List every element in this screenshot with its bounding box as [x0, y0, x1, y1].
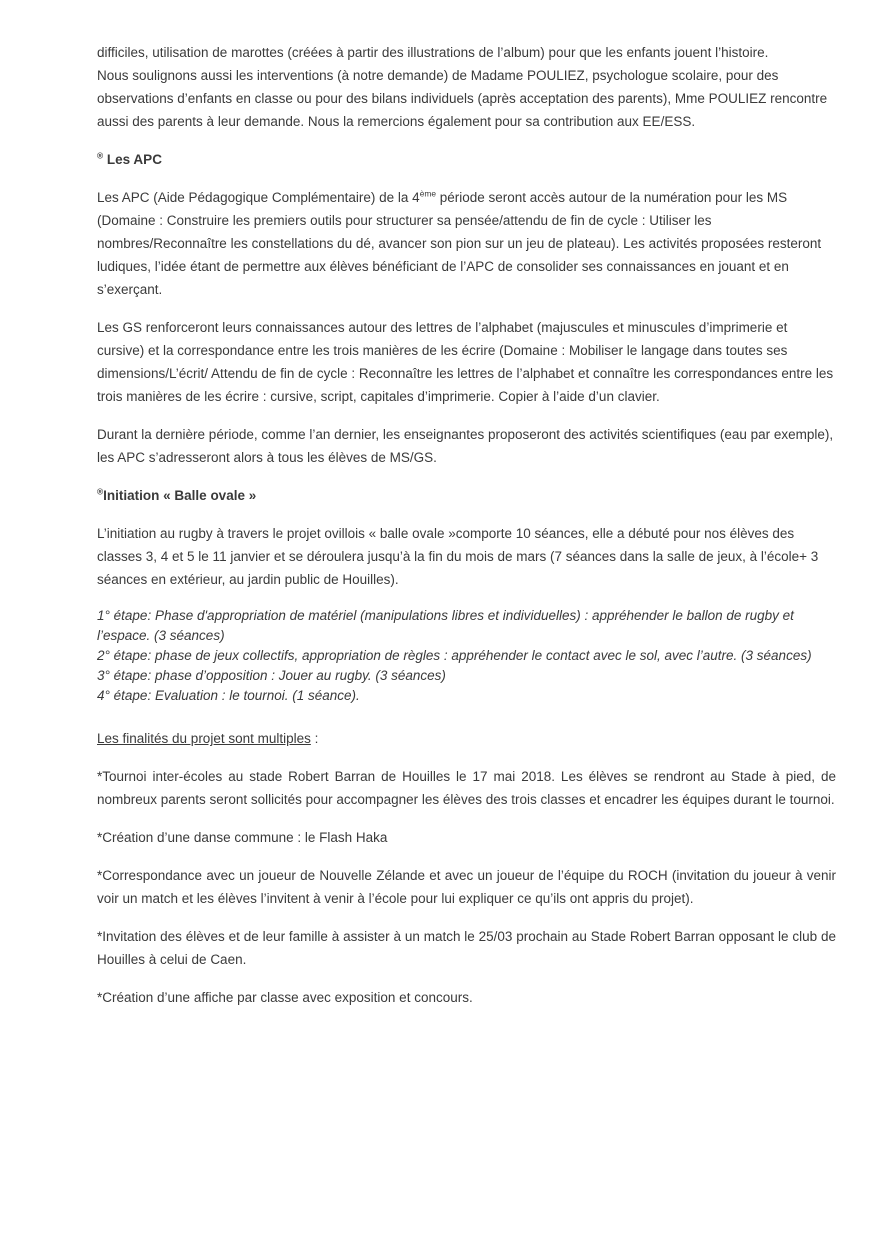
ordinal-superscript: ème: [419, 188, 436, 199]
heading-finalites: [97, 727, 836, 750]
step-item-2: 2° étape: phase de jeux collectifs, appropriation de règles : appréhender le contact avec le sol, avec l’autre. (3 séances): [97, 648, 812, 663]
heading-finalites-underlined: Les finalités du projet sont multiples: [97, 731, 311, 746]
paragraph-invitation: *Invitation des élèves et de leur famille à assister à un match le 25/03 prochain au Stade Robert Barran opposant le club de Houilles à celui de Caen.: [97, 929, 836, 967]
bullet-symbol-icon: ®: [97, 150, 104, 161]
paragraph-initiation: L’initiation au rugby à travers le projet ovillois « balle ovale »comporte 10 séances, elle a débuté pour nos élèves des classes 3, 4 et 5 le 11 janvier et se déroulera jusqu’à la fin du mois de mars (7 séances dans la salle de jeux, à l’école+ 3 séances en extérieur, au jardin public de Houilles).: [97, 526, 819, 587]
step-item-1: 1° étape: Phase d'appropriation de matériel (manipulations libres et individuelles) : appréhender le ballon de rugby et l’espace. (3 séances): [97, 608, 794, 643]
heading-les-apc: [97, 148, 836, 171]
paragraph-apc: [97, 186, 836, 301]
step-item-3: 3° étape: phase d’opposition : Jouer au rugby. (3 séances): [97, 668, 446, 683]
paragraph-apc-before: Les APC (Aide Pédagogique Complémentaire) de la 4: [97, 190, 420, 205]
heading-balle-ovale-label: Initiation « Balle ovale »: [103, 488, 257, 503]
heading-balle-ovale: [97, 484, 836, 507]
paragraph-gs: Les GS renforceront leurs connaissances autour des lettres de l’alphabet (majuscules et minuscules d’imprimerie et cursive) et la correspondance entre les trois manières de les écrire (Domaine : Mobiliser le langage dans toutes ses dimensions/L’écrit/ Attendu de fin de cycle : Reconnaître les lettres de l’alphabet et connaître les correspondances entre les trois manières de les écrire : cursive, script, capitales d’imprimerie. Copier à l’aide d’un clavier.: [97, 320, 834, 404]
paragraph-danse: *Création d’une danse commune : le Flash Haka: [97, 830, 388, 845]
bullet-symbol-icon: ®: [97, 486, 104, 497]
step-item-4: 4° étape: Evaluation : le tournoi. (1 séance).: [97, 688, 360, 703]
paragraph-durant: Durant la dernière période, comme l’an dernier, les enseignantes proposeront des activités scientifiques (eau par exemple), les APC s’adresseront alors à tous les élèves de MS/GS.: [97, 427, 834, 465]
paragraph-affiche: *Création d’une affiche par classe avec exposition et concours.: [97, 990, 473, 1005]
paragraph-pouliez: Nous soulignons aussi les interventions (à notre demande) de Madame POULIEZ, psychologue scolaire, pour des observations d’enfants en classe ou pour des bilans individuels (après acceptation des parents), Mme POULIEZ rencontre aussi des parents à leur demande. Nous la remercions également pour sa contribution aux EE/ESS.: [97, 68, 828, 129]
paragraph-marottes: difficiles, utilisation de marottes (créées à partir des illustrations de l’album) pour que les enfants jouent l’histoire.: [97, 45, 769, 60]
heading-les-apc-label: Les APC: [103, 152, 162, 167]
heading-finalites-suffix: :: [310, 731, 319, 746]
paragraph-tournoi: *Tournoi inter-écoles au stade Robert Barran de Houilles le 17 mai 2018. Les élèves se rendront au Stade à pied, de nombreux parents seront sollicités pour accompagner les élèves des trois classes et encadrer les équipes durant le tournoi.: [97, 769, 836, 807]
paragraph-correspondance: *Correspondance avec un joueur de Nouvelle Zélande et avec un joueur de l’équipe du ROCH (invitation du joueur à venir voir un match et les élèves l’invitent à venir à l’école pour lui expliquer ce qu’ils ont appris du projet).: [97, 868, 836, 906]
steps-list: [97, 606, 836, 706]
paragraph-apc-after: période seront accès autour de la numération pour les MS (Domaine : Construire les premiers outils pour structurer sa pensée/attendu de fin de cycle : Utiliser les nombres/Reconnaître les constellations du dé, avancer son pion sur un jeu de plateau). Les activités proposées resteront ludiques, l’idée étant de permettre aux élèves bénéficiant de l’APC de consolider ses connaissances en jouant et en s’exerçant.: [97, 190, 822, 297]
